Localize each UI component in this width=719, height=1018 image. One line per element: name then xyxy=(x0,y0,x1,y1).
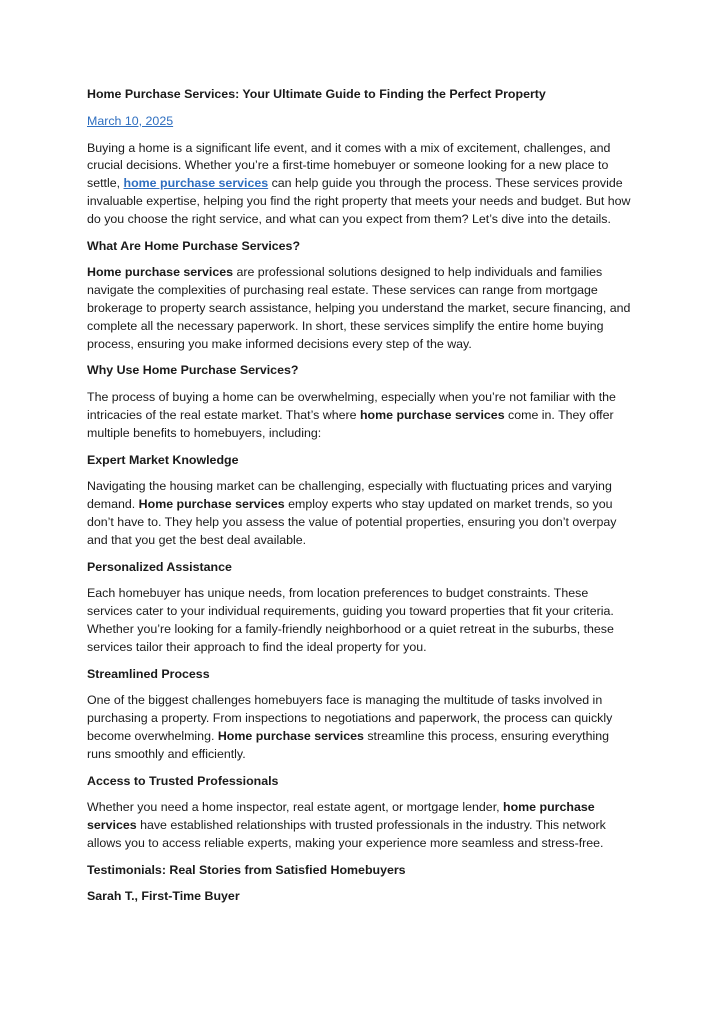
why-text-1: The process of buying a home can be overwhelming, especially when you’re not familiar with the intricacies of the real estate market. That’s where xyxy=(87,390,616,422)
expert-text-1: Navigating the housing market can be challenging, especially with fluctuating prices and varying demand. xyxy=(87,479,612,512)
intro-text-2: can help guide you through the process. These services provide invaluable expertise, helping you find the right property that meets your needs and budget. But how do you choose the right service, and what can you expect from them? Let’s dive into the details. xyxy=(87,176,631,226)
heading-streamlined: Streamlined Process xyxy=(87,666,210,681)
why-paragraph xyxy=(87,389,635,442)
what-paragraph xyxy=(87,264,635,353)
heading-expert-market: Expert Market Knowledge xyxy=(87,452,239,467)
expert-paragraph xyxy=(87,478,635,549)
why-text-2: come in. They offer multiple benefits to homebuyers, including: xyxy=(87,407,614,440)
date-link[interactable]: March 10, 2025 xyxy=(87,113,174,128)
stream-bold: Home purchase services xyxy=(217,728,364,743)
stream-text-2: streamline this process, ensuring everything runs smoothly and efficiently. xyxy=(87,728,610,761)
why-bold: home purchase services xyxy=(359,407,505,422)
heading-personalized: Personalized Assistance xyxy=(87,559,232,574)
document-page xyxy=(87,86,635,915)
intro-text-1: Buying a home is a significant life event, and it comes with a mix of excitement, challenges, and crucial decisions. Whether you’re a first-time homebuyer or someone looking for a new place to settle, xyxy=(87,140,611,191)
home-purchase-services-link[interactable]: home purchase services xyxy=(123,176,269,191)
testimonial-author: Sarah T., First-Time Buyer xyxy=(87,889,240,904)
stream-paragraph xyxy=(87,692,635,763)
what-bold: Home purchase services xyxy=(87,265,234,280)
heading-why-use: Why Use Home Purchase Services? xyxy=(87,363,299,378)
personal-paragraph: Each homebuyer has unique needs, from location preferences to budget constraints. These services cater to your individual requirements, guiding you toward properties that fit your criteria. Whether you’re looking for a family-friendly neighborhood or a quiet retreat in the suburbs, these services tailor their approach to find the ideal property for you. xyxy=(87,586,614,654)
access-paragraph xyxy=(87,799,635,852)
heading-what-are: What Are Home Purchase Services? xyxy=(87,238,301,253)
heading-access-trusted: Access to Trusted Professionals xyxy=(87,773,279,788)
expert-bold: Home purchase services xyxy=(138,497,285,512)
access-text-1: Whether you need a home inspector, real estate agent, or mortgage lender, xyxy=(87,800,504,815)
intro-paragraph xyxy=(87,140,635,229)
expert-text-2: employ experts who stay updated on market trends, so you don’t have to. They help you assess the value of potential properties, ensuring you don’t overpay and that you get the best deal available. xyxy=(87,497,617,547)
what-text: are professional solutions designed to help individuals and families navigate the complexities of purchasing real estate. These services can range from mortgage brokerage to property search assistance, helping you understand the market, secure financing, and complete all the necessary paperwork. In short, these services simplify the entire home buying process, ensuring you make informed decisions every step of the way. xyxy=(87,265,631,351)
access-text-2: have established relationships with trusted professionals in the industry. This network allows you to access reliable experts, making your experience more seamless and stress-free. xyxy=(87,818,606,850)
access-bold: home purchase services xyxy=(87,800,595,833)
document-title: Home Purchase Services: Your Ultimate Guide to Finding the Perfect Property xyxy=(87,87,546,101)
stream-text-1: One of the biggest challenges homebuyers face is managing the multitude of tasks involved in purchasing a property. From inspections to negotiations and paperwork, the process can quickly become overwhelming. xyxy=(87,693,613,743)
heading-testimonials: Testimonials: Real Stories from Satisfied Homebuyers xyxy=(87,862,406,877)
